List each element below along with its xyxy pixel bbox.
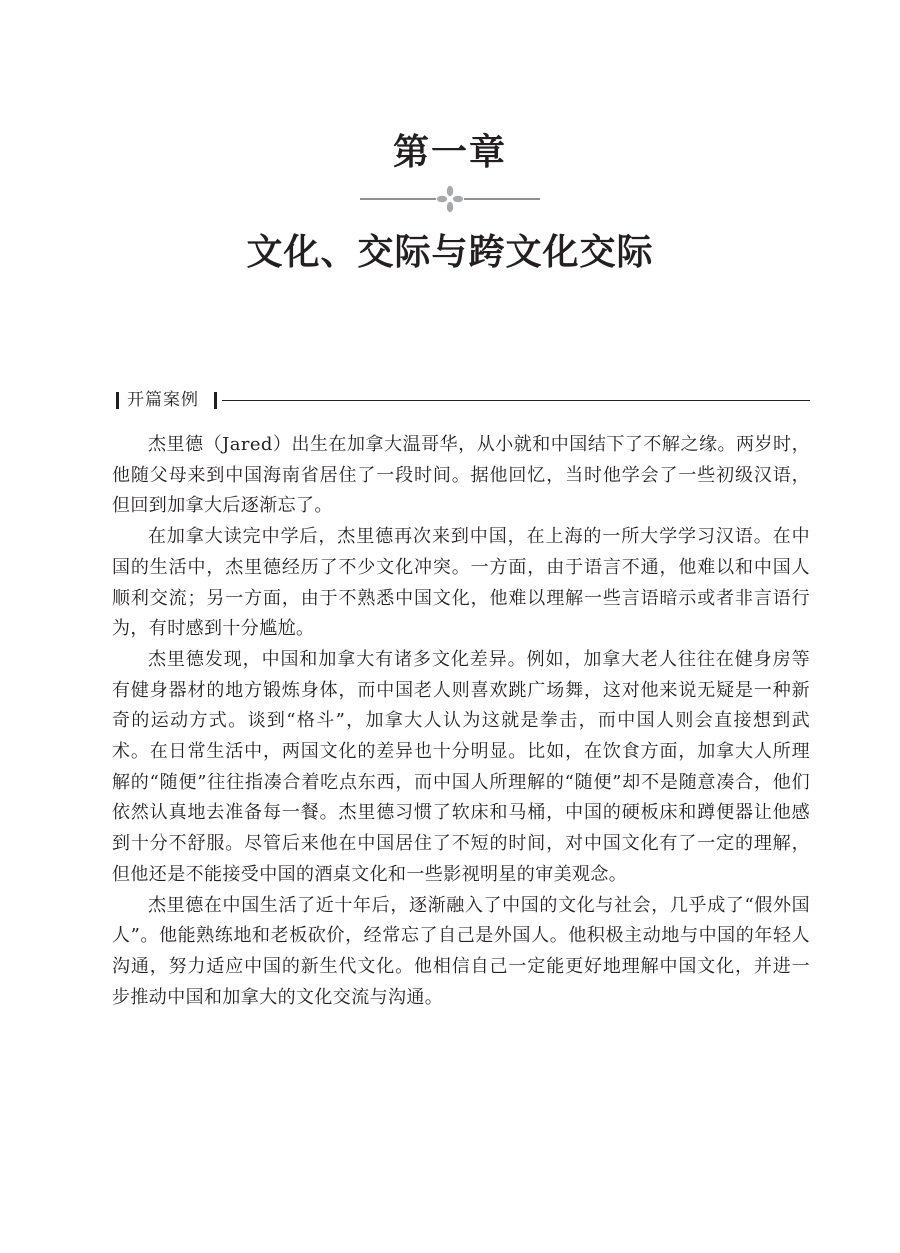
- paragraph: 杰里德在中国生活了近十年后，逐渐融入了中国的文化与社会，几乎成了“假外国人”。他能熟练地和老板砍价，经常忘了自己是外国人。他积极主动地与中国的年轻人沟通，努力适应中国的新生代文化。他相信自己一定能更好地理解中国文化，并进一步推动中国和加拿大的文化交流与沟通。: [112, 894, 810, 1008]
- diamond-flower-divider-icon: [360, 184, 540, 214]
- section-bar-right: [214, 392, 217, 409]
- chapter-title: 文化、交际与跨文化交际: [246, 231, 654, 273]
- paragraph: 杰里德（Jared）出生在加拿大温哥华，从小就和中国结下了不解之缘。两岁时，他随父母来到中国海南省居住了一段时间。据他回忆，当时他学会了一些初级汉语，但回到加拿大后逐渐忘了。: [112, 434, 810, 517]
- section-rule: [222, 400, 810, 401]
- section-bar-left: [116, 392, 119, 409]
- section-header: [112, 386, 810, 414]
- section-label: 开篇案例: [127, 390, 199, 410]
- paragraph: 在加拿大读完中学后，杰里德再次来到中国，在上海的一所大学学习汉语。在中国的生活中，杰里德经历了不少文化冲突。一方面，由于语言不通，他难以和中国人顺利交流；另一方面，由于不熟悉中国文化，他难以理解一些言语暗示或者非言语行为，有时感到十分尴尬。: [112, 526, 810, 640]
- case-body-text: [112, 430, 810, 1013]
- paragraph: 杰里德发现，中国和加拿大有诸多文化差异。例如，加拿大老人往往在健身房等有健身器材的地方锻炼身体，而中国老人则喜欢跳广场舞，这对他来说无疑是一种新奇的运动方式。谈到“格斗”，加拿大人认为这就是拳击，而中国人则会直接想到武术。在日常生活中，两国文化的差异也十分明显。比如，在饮食方面，加拿大人所理解的“随便”往往指凑合着吃点东西，而中国人所理解的“随便”却不是随意凑合，他们依然认真地去准备每一餐。杰里德习惯了软床和马桶，中国的硬板床和蹲便器让他感到十分不舒服。尽管后来他在中国居住了不短的时间，对中国文化有了一定的理解，但他还是不能接受中国的酒桌文化和一些影视明星的审美观念。: [112, 648, 810, 885]
- chapter-number: 第一章: [392, 131, 507, 173]
